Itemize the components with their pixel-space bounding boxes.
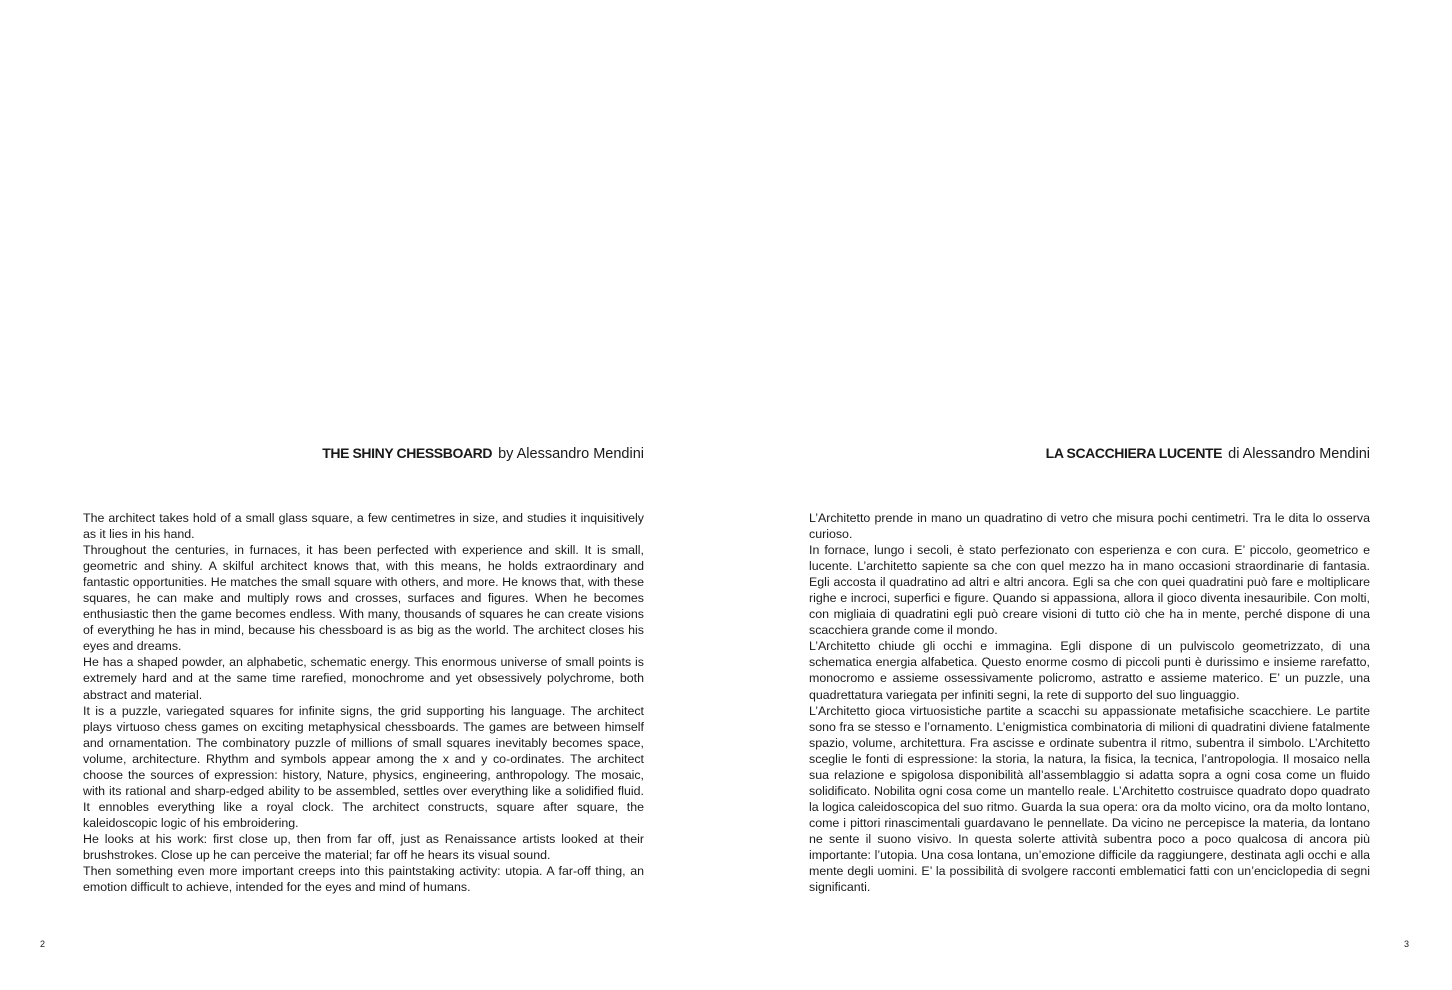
left-byline: by Alessandro Mendini [498, 446, 644, 462]
right-paragraph: In fornace, lungo i secoli, è stato perfezionato con esperienza e con cura. E’ piccolo, geometrico e lucente. L’architetto sapiente sa che con quel mezzo ha in mano occasioni straordinarie di fantasia. Egli accosta il quadratino ad altri e altri ancora. Egli sa che con quei quadratini può fare e moltiplicare righe e incroci, superfici e figure. Quando si appassiona, allora il gioco diventa inesauribile. Con molti, con migliaia di quadratini egli può creare visioni di tutto ciò che ha in mente, perché dispone di una scacchiera grande come il mondo. [809, 543, 1370, 638]
right-paragraph: L’Architetto gioca virtuosistiche partite a scacchi su appassionate metafisiche scacchiere. Le partite sono fra se stesso e l’ornamento. L’enigmistica combinatoria di milioni di quadratini diviene fatalmente spazio, volume, architettura. Fra ascisse e ordinate subentra il ritmo, subentra il simbolo. L’Architetto sceglie le fonti di espressione: la storia, la natura, la fisica, la tecnica, l’antropologia. Il mosaico nella sua relazione e spigolosa disponibilità all’assemblaggio si adatta sopra a ogni cosa come un fluido solidificato. Nobilita ogni cosa come un mantello reale. L’Architetto costruisce quadrato dopo quadrato la logica caleidoscopica del suo ritmo. Guarda la sua opera: ora da molto vicino, ora da molto lontano, come i pittori rinascimentali guardavano le pennellate. Da vicino ne percepisce la materia, da lontano ne sente il suono visivo. In questa solerte attività subentra poco a poco qualcosa di ancora più importante: l’utopia. Una cosa lontana, un’emozione difficile da raggiungere, destinata agli occhi e alla mente degli uomini. E’ la possibilità di svolgere racconti emblematici fatti con un’enciclopedia di segni significanti. [809, 703, 1370, 895]
left-paragraph: He looks at his work: first close up, then from far off, just as Renaissance artists looked at their brushstrokes. Close up he can perceive the material; far off he hears its visual sound. [83, 831, 644, 862]
right-title: LA SCACCHIERA LUCENTE [1045, 445, 1223, 461]
left-body-text [83, 510, 644, 895]
right-paragraph: L’Architetto prende in mano un quadratino di vetro che misura pochi centimetri. Tra le dita lo osserva curioso. [809, 511, 1370, 542]
left-title-line [83, 444, 644, 463]
right-page-number: 3 [1404, 939, 1410, 949]
left-paragraph: Then something even more important creeps into this paintstaking activity: utopia. A far-off thing, an emotion difficult to achieve, intended for the eyes and mind of humans. [83, 864, 644, 895]
right-paragraph: L’Architetto chiude gli occhi e immagina. Egli dispone di un pulviscolo geometrizzato, di una schematica energia alfabetica. Questo enorme cosmo di piccoli punti è durissimo e insieme rarefatto, monocromo e assieme ossessivamente policromo, astratto e assieme materico. E’ un puzzle, una quadrettatura variegata per infiniti segni, la rete di supporto del suo linguaggio. [809, 639, 1370, 702]
right-page [726, 0, 1452, 990]
left-paragraph: The architect takes hold of a small glass square, a few centimetres in size, and studies it inquisitively as it lies in his hand. [83, 511, 644, 542]
left-paragraph: It is a puzzle, variegated squares for infinite signs, the grid supporting his language. The architect plays virtuoso chess games on exciting metaphysical chessboards. The games are between himself and ornamentation. The combinatory puzzle of millions of small squares inevitably becomes space, volume, architecture. Rhythm and symbols appear among the x and y co-ordinates. The architect choose the sources of expression: history, Nature, physics, engineering, anthropology. The mosaic, with its rational and sharp-edged ability to be assembled, settles over everything like a solidified fluid. It ennobles everything like a royal clock. The architect constructs, square after square, the kaleidoscopic logic of his embroidering. [83, 703, 644, 830]
right-body-text [809, 510, 1370, 895]
left-title: THE SHINY CHESSBOARD [322, 445, 493, 461]
right-title-line [809, 444, 1370, 463]
right-byline: di Alessandro Mendini [1228, 446, 1370, 462]
left-paragraph: Throughout the centuries, in furnaces, it has been perfected with experience and skill. It is small, geometric and shiny. A skilful architect knows that, with this means, he holds extraordinary and fantastic opportunities. He matches the small square with others, and more. He knows that, with these squares, he can make and multiply rows and crosses, surfaces and figures. When he becomes enthusiastic then the game becomes endless. With many, thousands of squares he can create visions of everything he has in mind, because his chessboard is as big as the world. The architect closes his eyes and dreams. [83, 543, 644, 654]
left-paragraph: He has a shaped powder, an alphabetic, schematic energy. This enormous universe of small points is extremely hard and at the same time rarefied, monochrome and yet obsessively polychrome, both abstract and material. [83, 655, 644, 702]
left-page-number: 2 [40, 939, 46, 949]
